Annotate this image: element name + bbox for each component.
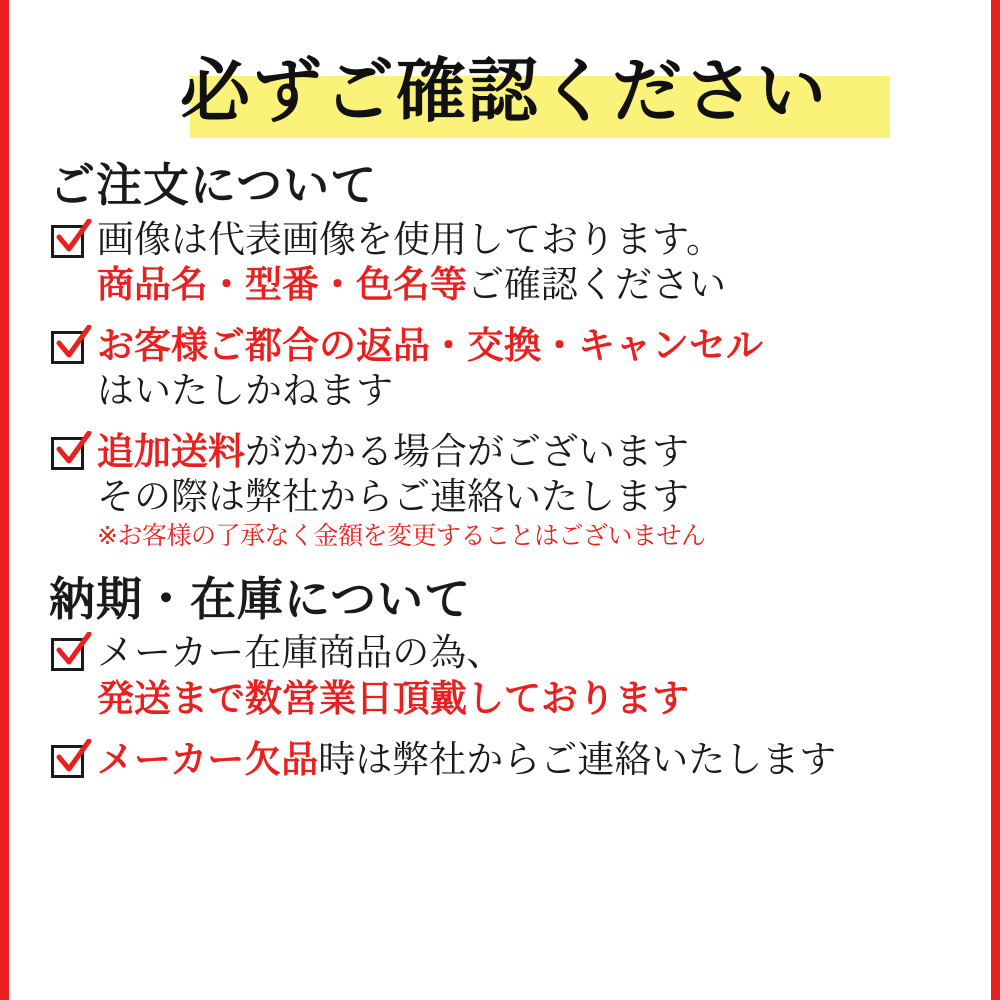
notice-line-rest: 時は弊社からご連絡いたします: [318, 737, 837, 781]
notice-line-rest: がかかる場合がございます: [245, 430, 689, 474]
notice-line: 画像は代表画像を使用しております。: [97, 217, 724, 261]
list-item: [45, 630, 963, 720]
notice-line-emphasis: 商品名・型番・色名等: [97, 262, 467, 306]
checkbox-checked-icon: [51, 741, 91, 781]
checkbox-checked-icon: [51, 221, 91, 261]
check-mark-icon: [55, 739, 93, 779]
check-mark-icon: [55, 219, 93, 259]
checkbox-checked-icon: [51, 327, 91, 367]
notice-line-rest: ご確認ください: [467, 262, 726, 306]
list-item: [45, 323, 963, 413]
notice-line: お客様ご都合の返品・交換・キャンセル: [97, 323, 763, 367]
notice-line-emphasis: 追加送料: [97, 430, 245, 474]
check-mark-icon: [55, 325, 93, 365]
notice-line: はいたしかねます: [97, 368, 393, 412]
notice-content: [9, 0, 991, 1000]
list-item-text: [97, 630, 963, 720]
notice-line: メーカー在庫商品の為、: [97, 631, 504, 675]
notice-line: 発送まで数営業日頂戴しております: [97, 676, 689, 720]
list-item: [45, 217, 963, 307]
check-mark-icon: [55, 431, 93, 471]
notice-footnote: ※お客様の了承なく金額を変更することはございません: [97, 521, 706, 551]
list-item: [45, 429, 963, 552]
page-title: [45, 30, 963, 142]
section-heading-orders: ご注文について: [49, 158, 378, 212]
list-item: [45, 737, 963, 782]
list-item-text: [97, 737, 963, 782]
right-red-border: [991, 0, 1000, 1000]
check-mark-icon: [55, 632, 93, 672]
checkbox-checked-icon: [51, 433, 91, 473]
notice-line-emphasis: メーカー欠品: [97, 737, 319, 781]
page-title-text: 必ずご確認ください: [180, 50, 828, 132]
list-item-text: [97, 429, 963, 552]
left-red-border: [0, 0, 9, 1000]
section-heading-delivery: 納期・在庫について: [49, 571, 472, 626]
notice-line: [97, 429, 963, 474]
list-item-text: [97, 217, 963, 307]
notice-line: [97, 262, 963, 307]
notice-line: その際は弊社からご連絡いたします: [97, 475, 689, 519]
notice-line: [97, 737, 963, 782]
checkbox-checked-icon: [51, 634, 91, 674]
list-item-text: [97, 323, 963, 413]
